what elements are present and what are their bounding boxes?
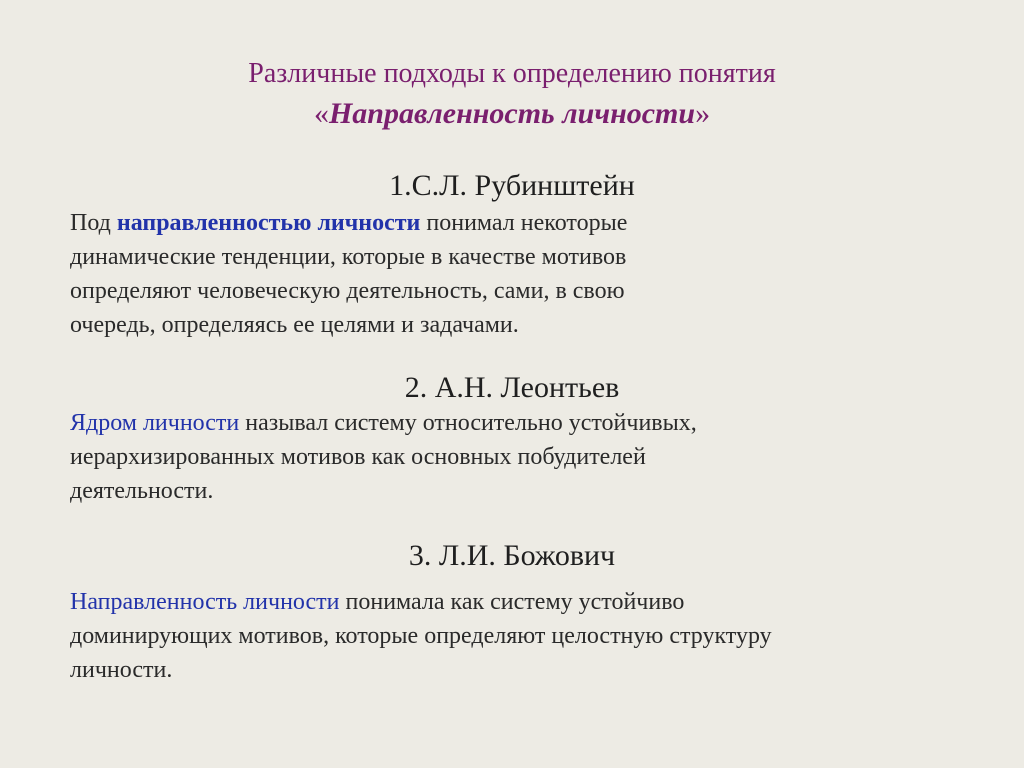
text-line: деятельности. bbox=[70, 478, 214, 504]
text-line bbox=[70, 585, 970, 619]
text-line: определяют человеческую деятельность, сами, в свою bbox=[70, 278, 625, 304]
section-heading-leontiev: 2. А.Н. Леонтьев bbox=[404, 371, 620, 404]
section-heading-rubinshtein: 1.С.Л. Рубинштейн bbox=[389, 169, 635, 202]
text-line: динамические тенденции, которые в качестве мотивов bbox=[70, 244, 627, 270]
highlight-term: Направленность личности bbox=[70, 589, 340, 615]
text-line bbox=[70, 206, 970, 240]
close-quote: » bbox=[695, 97, 711, 130]
highlight-term: Ядром личности bbox=[70, 410, 240, 436]
slide-title-line2 bbox=[0, 96, 1024, 132]
slide-title-line1: Различные подходы к определению понятия bbox=[248, 58, 776, 89]
text-line: доминирующих мотивов, которые определяют целостную структуру bbox=[70, 623, 772, 649]
text-line: очередь, определяясь ее целями и задачами. bbox=[70, 312, 519, 338]
highlight-term: направленностью личности bbox=[116, 210, 421, 236]
text-line: личности. bbox=[70, 657, 173, 683]
section-heading-bozhovich: 3. Л.И. Божович bbox=[408, 539, 616, 572]
section-text-bozhovich bbox=[70, 585, 970, 687]
text-line bbox=[70, 406, 970, 440]
open-quote: « bbox=[313, 97, 329, 130]
section-text-leontiev bbox=[70, 406, 970, 508]
text-line: иерархизированных мотивов как основных побудителей bbox=[70, 444, 646, 470]
text-fragment: Под bbox=[70, 210, 117, 236]
text-fragment: понимал некоторые bbox=[420, 210, 628, 236]
text-fragment: понимала как систему устойчиво bbox=[339, 589, 685, 615]
section-text-rubinshtein bbox=[70, 206, 970, 342]
text-fragment: называл систему относительно устойчивых, bbox=[239, 410, 697, 436]
title-emphasis: Направленность личности bbox=[328, 97, 696, 130]
